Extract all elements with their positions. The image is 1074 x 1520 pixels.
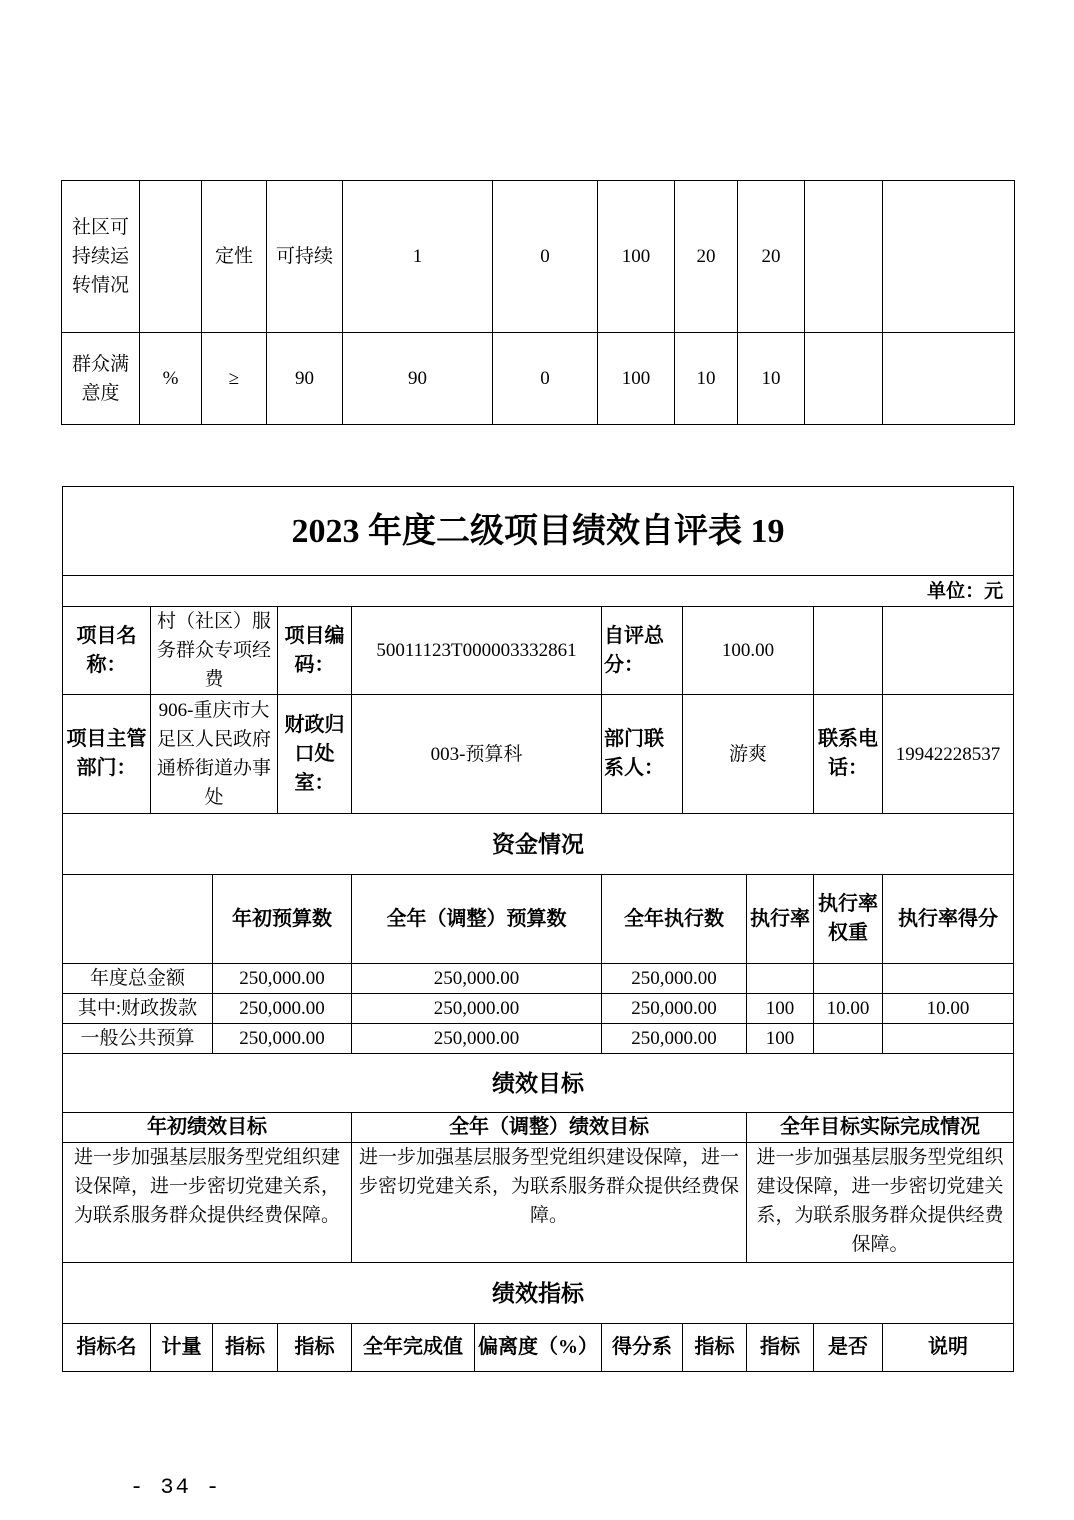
funds-cell — [814, 1024, 883, 1054]
goals-text-row — [63, 1143, 1014, 1263]
indicator-continuation-table — [61, 180, 1015, 425]
funds-cell: 250,000.00 — [213, 994, 352, 1024]
indicator-header-cell: 指标 — [747, 1324, 814, 1372]
table-row — [62, 181, 1015, 333]
phone-label: 联系电话： — [814, 695, 883, 814]
nature-cell: 定性 — [202, 181, 267, 333]
score-cell: 10 — [738, 333, 805, 425]
goals-header-cell: 年初绩效目标 — [63, 1113, 352, 1143]
contact-label: 部门联系人： — [602, 695, 683, 814]
funds-cell — [814, 964, 883, 994]
table-row — [63, 964, 1014, 994]
target-cell: 可持续 — [267, 181, 343, 333]
goals-section-title: 绩效目标 — [63, 1054, 1014, 1113]
score-value: 100.00 — [683, 607, 814, 695]
dept-value: 906-重庆市大足区人民政府通桥街道办事处 — [151, 695, 278, 814]
indicator-header-cell: 全年完成值 — [352, 1324, 475, 1372]
dept-label: 项目主管部门： — [63, 695, 151, 814]
funds-header-cell: 年初预算数 — [213, 875, 352, 964]
indicator-header-cell: 是否 — [814, 1324, 883, 1372]
target-cell: 90 — [267, 333, 343, 425]
funds-header-row — [63, 875, 1014, 964]
actual-completion-text: 进一步加强基层服务型党组织建设保障，进一步密切党建关系，为联系服务群众提供经费保障。 — [747, 1143, 1014, 1263]
funds-cell: 100 — [747, 994, 814, 1024]
completion-cell: 90 — [343, 333, 493, 425]
unit-row — [63, 576, 1014, 607]
project-code-value: 50011123T000003332861 — [352, 607, 602, 695]
funds-header-cell: 执行率 — [747, 875, 814, 964]
goals-header-cell: 全年目标实际完成情况 — [747, 1113, 1014, 1143]
empty-cell — [883, 607, 1014, 695]
phone-value: 19942228537 — [883, 695, 1014, 814]
finance-office-label: 财政归口处室： — [278, 695, 352, 814]
funds-cell: 250,000.00 — [213, 1024, 352, 1054]
funds-header-cell: 执行率得分 — [883, 875, 1014, 964]
funds-cell — [883, 1024, 1014, 1054]
form-title: 2023 年度二级项目绩效自评表 19 — [63, 487, 1014, 576]
indicator-header-cell: 偏离度（%） — [475, 1324, 602, 1372]
indicator-header-cell: 计量 — [151, 1324, 213, 1372]
funds-cell: 250,000.00 — [602, 964, 747, 994]
funds-row-label: 一般公共预算 — [63, 1024, 213, 1054]
indicator-header-cell: 说明 — [883, 1324, 1014, 1372]
empty-cell — [814, 607, 883, 695]
indicator-header-cell: 指标 — [213, 1324, 278, 1372]
deviation-cell: 0 — [493, 181, 598, 333]
funds-cell: 250,000.00 — [352, 964, 602, 994]
note-cell — [883, 181, 1015, 333]
completion-cell: 1 — [343, 181, 493, 333]
indicators-section-row — [63, 1263, 1014, 1324]
project-name-value: 村（社区）服务群众专项经费 — [151, 607, 278, 695]
deviation-cell: 0 — [493, 333, 598, 425]
adjusted-goal-text: 进一步加强基层服务型党组织建设保障，进一步密切党建关系，为联系服务群众提供经费保障。 — [352, 1143, 747, 1263]
table-row — [63, 994, 1014, 1024]
funds-header-cell: 执行率权重 — [814, 875, 883, 964]
funds-cell: 250,000.00 — [602, 994, 747, 1024]
unit-label: 单位：元 — [63, 576, 1014, 607]
nature-cell: ≥ — [202, 333, 267, 425]
initial-goal-text: 进一步加强基层服务型党组织建设保障，进一步密切党建关系，为联系服务群众提供经费保障。 — [63, 1143, 352, 1263]
weight-cell: 10 — [675, 333, 738, 425]
funds-cell: 250,000.00 — [602, 1024, 747, 1054]
table-row — [63, 1024, 1014, 1054]
indicator-header-cell: 指标名 — [63, 1324, 151, 1372]
funds-cell — [747, 964, 814, 994]
coefficient-cell: 100 — [598, 333, 675, 425]
funds-cell: 250,000.00 — [352, 994, 602, 1024]
score-label: 自评总分： — [602, 607, 683, 695]
indicators-header-row — [63, 1324, 1014, 1372]
funds-cell: 10.00 — [814, 994, 883, 1024]
note-cell — [883, 333, 1015, 425]
project-info-row — [63, 607, 1014, 695]
finance-office-value: 003-预算科 — [352, 695, 602, 814]
funds-section-title: 资金情况 — [63, 814, 1014, 875]
coefficient-cell: 100 — [598, 181, 675, 333]
flag-cell — [805, 181, 883, 333]
indicator-header-cell: 得分系 — [602, 1324, 683, 1372]
indicators-section-title: 绩效指标 — [63, 1263, 1014, 1324]
funds-header-cell: 全年（调整）预算数 — [352, 875, 602, 964]
goals-header-cell: 全年（调整）绩效目标 — [352, 1113, 747, 1143]
funds-cell — [883, 964, 1014, 994]
score-cell: 20 — [738, 181, 805, 333]
funds-cell: 250,000.00 — [213, 964, 352, 994]
indicator-header-cell: 指标 — [683, 1324, 747, 1372]
contact-value: 游爽 — [683, 695, 814, 814]
indicator-header-cell: 指标 — [278, 1324, 352, 1372]
funds-cell: 100 — [747, 1024, 814, 1054]
funds-cell: 10.00 — [883, 994, 1014, 1024]
flag-cell — [805, 333, 883, 425]
indicator-name-cell: 群众满意度 — [62, 333, 140, 425]
project-name-label: 项目名称： — [63, 607, 151, 695]
funds-header-cell — [63, 875, 213, 964]
project-code-label: 项目编码： — [278, 607, 352, 695]
goals-header-row — [63, 1113, 1014, 1143]
unit-cell: % — [140, 333, 202, 425]
department-info-row — [63, 695, 1014, 814]
funds-header-cell: 全年执行数 — [602, 875, 747, 964]
funds-row-label: 年度总金额 — [63, 964, 213, 994]
page-number: - 34 - — [130, 1475, 222, 1500]
funds-row-label: 其中:财政拨款 — [63, 994, 213, 1024]
table-row — [62, 333, 1015, 425]
self-evaluation-form — [62, 486, 1014, 1372]
unit-cell — [140, 181, 202, 333]
indicator-name-cell: 社区可持续运转情况 — [62, 181, 140, 333]
goals-section-row — [63, 1054, 1014, 1113]
weight-cell: 20 — [675, 181, 738, 333]
funds-section-row — [63, 814, 1014, 875]
funds-cell: 250,000.00 — [352, 1024, 602, 1054]
title-row — [63, 487, 1014, 576]
